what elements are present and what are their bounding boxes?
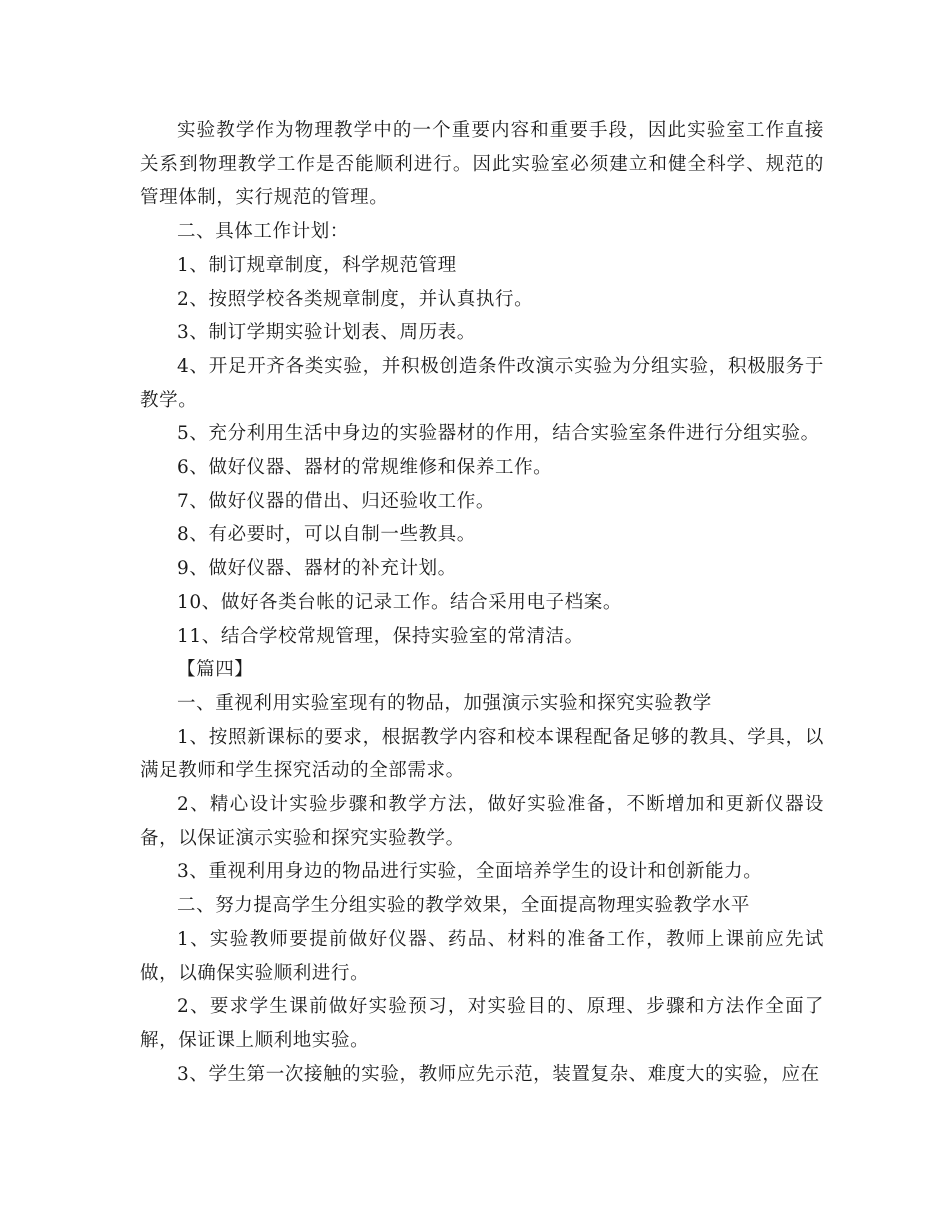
list-item: 4、开足开齐各类实验，并积极创造条件改演示实验为分组实验，积极服务于教学。 bbox=[140, 355, 824, 411]
list-item: 3、重视利用身边的物品进行实验，全面培养学生的设计和创新能力。 bbox=[177, 861, 763, 883]
section-heading: 二、努力提高学生分组实验的教学效果，全面提高物理实验教学水平 bbox=[177, 895, 751, 917]
list-item: 9、做好仪器、器材的补充计划。 bbox=[177, 558, 457, 580]
document-body bbox=[140, 114, 824, 1091]
list-item: 10、做好各类台帐的记录工作。结合采用电子档案。 bbox=[177, 591, 622, 613]
list-item: 1、按照新课标的要求，根据教学内容和校本课程配备足够的教具、学具，以满足教师和学生探究活动的全部需求。 bbox=[140, 726, 824, 782]
list-item: 3、制订学期实验计划表、周历表。 bbox=[177, 322, 476, 344]
list-item: 1、实验教师要提前做好仪器、药品、材料的准备工作，教师上课前应先试做，以确保实验顺利进行。 bbox=[140, 928, 824, 984]
list-item: 5、充分利用生活中身边的实验器材的作用，结合实验室条件进行分组实验。 bbox=[177, 423, 820, 445]
list-item: 2、精心设计实验步骤和教学方法，做好实验准备，不断增加和更新仪器设备，以保证演示实验和探究实验教学。 bbox=[140, 794, 824, 849]
section-heading: 一、重视利用实验室现有的物品，加强演示实验和探究实验教学 bbox=[177, 692, 712, 714]
chapter-heading: 【篇四】 bbox=[177, 659, 254, 681]
list-item: 8、有必要时，可以自制一些教具。 bbox=[177, 524, 476, 546]
paragraph: 实验教学作为物理教学中的一个重要内容和重要手段，因此实验室工作直接关系到物理教学工作是否能顺利进行。因此实验室必须建立和健全科学、规范的管理体制，实行规范的管理。 bbox=[140, 120, 824, 209]
list-item: 2、按照学校各类规章制度，并认真执行。 bbox=[177, 288, 534, 310]
list-item: 1、制订规章制度，科学规范管理 bbox=[177, 254, 457, 276]
list-item: 3、学生第一次接触的实验，教师应先示范，装置复杂、难度大的实验，应在 bbox=[177, 1063, 820, 1085]
list-item: 7、做好仪器的借出、归还验收工作。 bbox=[177, 490, 495, 512]
list-item: 11、结合学校常规管理，保持实验室的常清洁。 bbox=[177, 625, 584, 647]
list-item: 2、要求学生课前做好实验预习，对实验目的、原理、步骤和方法作全面了解，保证课上顺利地实验。 bbox=[140, 996, 824, 1051]
list-item: 6、做好仪器、器材的常规维修和保养工作。 bbox=[177, 457, 553, 479]
section-heading: 二、具体工作计划： bbox=[177, 221, 349, 243]
